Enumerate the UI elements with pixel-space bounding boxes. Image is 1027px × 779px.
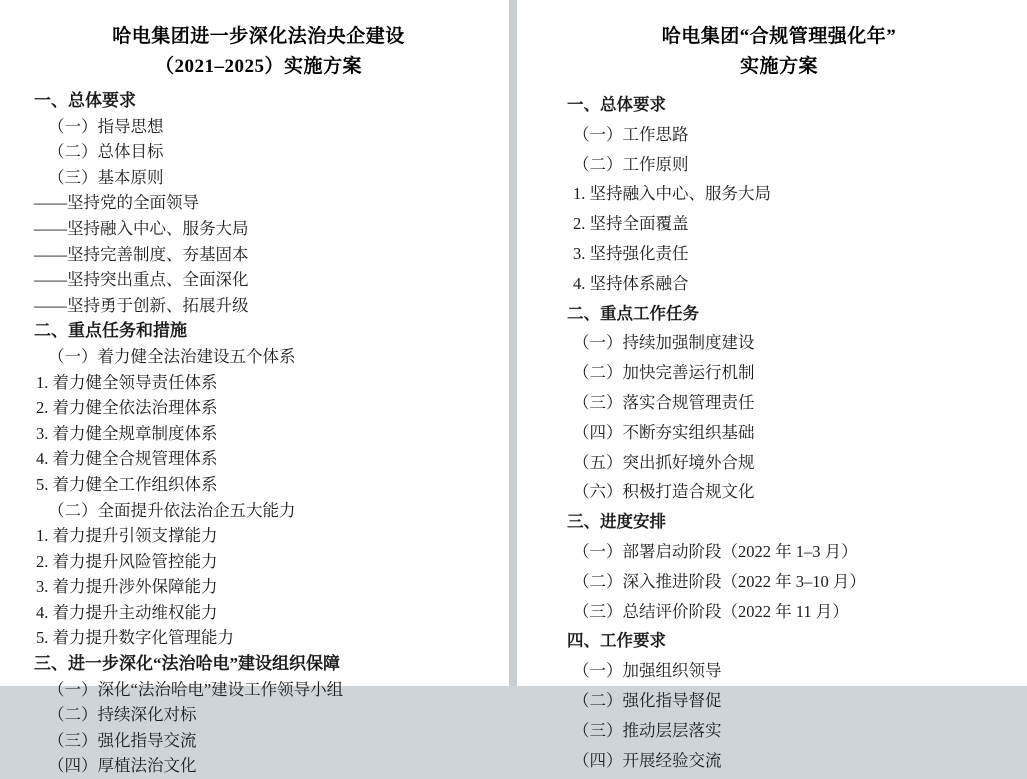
outline-item: （四）厚植法治文化 [48, 756, 197, 776]
outline-item: 5. 着力健全工作组织体系 [36, 474, 218, 494]
outline-item: （三）总结评价阶段（2022 年 11 月） [573, 601, 849, 621]
outline-item: （一）着力健全法治建设五个体系 [48, 346, 296, 366]
outline-item: （六）积极打造合规文化 [573, 482, 755, 502]
outline-item: （二）加快完善运行机制 [573, 363, 755, 383]
page-left-title [34, 22, 483, 82]
outline-item: （五）突出抓好境外合规 [573, 452, 755, 472]
outline-item: （二）工作原则 [573, 154, 689, 174]
outline-item: 四、工作要求 [567, 631, 666, 651]
outline-item: ——坚持完善制度、夯基固本 [34, 244, 249, 264]
outline-item: 5. 着力提升数字化管理能力 [36, 628, 234, 648]
outline-item: （二）总体目标 [48, 142, 164, 162]
outline-item: （二）全面提升依法治企五大能力 [48, 500, 296, 520]
outline-item: （三）推动层层落实 [573, 720, 722, 740]
outline-item: 3. 着力健全规章制度体系 [36, 423, 218, 443]
outline-item: （四）不断夯实组织基础 [573, 422, 755, 442]
outline-item: （三）落实合规管理责任 [573, 392, 755, 412]
outline-item: （一）加强组织领导 [573, 661, 722, 681]
outline-item: （一）深化“法治哈电”建设工作领导小组 [48, 679, 344, 699]
outline-item: （一）部署启动阶段（2022 年 1–3 月） [573, 541, 858, 561]
outline-item: 一、总体要求 [34, 91, 136, 110]
outline-item: 1. 着力提升引领支撑能力 [36, 526, 218, 546]
outline-item: 3. 坚持强化责任 [573, 243, 689, 263]
page-left-title-line1: 哈电集团进一步深化法治央企建设 [112, 26, 405, 47]
page-right-content [517, 0, 1027, 775]
outline-item: 三、进一步深化“法治哈电”建设组织保障 [34, 654, 340, 674]
outline-item: 1. 坚持融入中心、服务大局 [573, 184, 771, 204]
document-page-right [517, 0, 1027, 770]
outline-item: （一）指导思想 [48, 116, 164, 136]
outline-item: 三、进度安排 [567, 512, 666, 532]
outline-item: （四）开展经验交流 [573, 750, 722, 770]
outline-item: 4. 着力健全合规管理体系 [36, 449, 218, 469]
outline-item: ——坚持融入中心、服务大局 [34, 218, 249, 238]
outline-item: （二）深入推进阶段（2022 年 3–10 月） [573, 571, 866, 591]
page-left-title-line2: （2021–2025）实施方案 [154, 56, 362, 77]
document-page-left [0, 0, 509, 776]
outline-item: 4. 坚持体系融合 [573, 273, 689, 293]
page-right-title [557, 22, 1001, 82]
outline-item: 二、重点任务和措施 [34, 321, 187, 341]
outline-item: 2. 着力提升风险管控能力 [36, 551, 218, 571]
page-right-title-line2: 实施方案 [739, 56, 818, 77]
outline-item: 4. 着力提升主动维权能力 [36, 602, 218, 622]
outline-item: 二、重点工作任务 [567, 303, 699, 323]
outline-item: （二）持续深化对标 [48, 705, 197, 725]
outline-item: （三）基本原则 [48, 167, 164, 187]
page-right-title-line1: 哈电集团“合规管理强化年” [661, 26, 897, 47]
outline-item: （一）持续加强制度建设 [573, 333, 755, 353]
outline-item: 3. 着力提升涉外保障能力 [36, 577, 218, 597]
outline-item: ——坚持勇于创新、拓展升级 [34, 295, 249, 315]
page-left-outline [34, 88, 483, 779]
outline-item: 一、总体要求 [567, 95, 666, 114]
page-right-outline [557, 90, 1001, 775]
outline-item: ——坚持党的全面领导 [34, 193, 199, 213]
outline-item: ——坚持突出重点、全面深化 [34, 270, 249, 290]
outline-item: 2. 着力健全依法治理体系 [36, 398, 218, 418]
outline-item: （一）工作思路 [573, 124, 689, 144]
outline-item: （三）强化指导交流 [48, 730, 197, 750]
outline-item: 1. 着力健全领导责任体系 [36, 372, 218, 392]
outline-item: （二）强化指导督促 [573, 690, 722, 710]
outline-item: 2. 坚持全面覆盖 [573, 214, 689, 234]
page-left-content [0, 0, 509, 779]
